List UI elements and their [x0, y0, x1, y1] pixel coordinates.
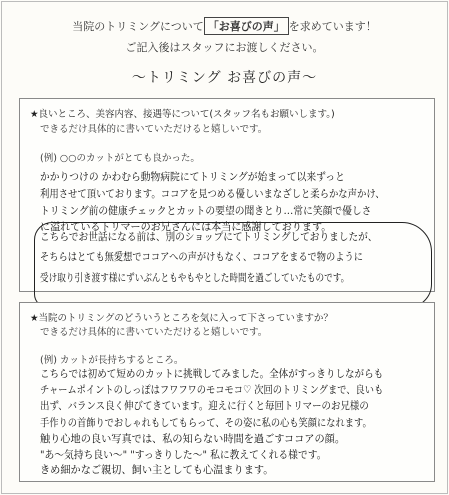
section1-question: ★良いところ、美容内容、接遇等について(スタッフ名もお願いします。) — [30, 109, 335, 120]
section2-question: ★当院のトリミングのどういうところを気に入って下さっていますか？ — [30, 313, 333, 324]
handwritten-line: 利用させて頂いております。ココアを見つめる優しいまなざしと柔らかな声かけ、 — [40, 188, 385, 200]
header-line-1 — [0, 17, 449, 35]
section2-example: (例) カットが長持ちするところ。 — [40, 355, 184, 366]
handwritten-line: かかりつけの かわむら動物病院にてトリミングが始まって以来ずっと — [40, 171, 345, 183]
handwritten-line: チャームポイントのしっぽはフワフワのモコモコ♡ 次回のトリミングまで、良いも — [40, 384, 384, 396]
page-title: 〜トリミング お喜びの声〜 — [131, 70, 318, 86]
header-text-pre: 当院のトリミングについて — [72, 20, 204, 33]
handwritten-line: そちらはとても無愛想でココアへの声がけもなく、ココアをまるで物のように — [40, 251, 363, 263]
handwritten-line: 触り心地の良い写真では、私の知らない時間を過ごすココアの顔。 — [40, 433, 346, 445]
section2-instruction: できるだけ具体的に書いていただけると嬉しいです。 — [40, 327, 268, 338]
header-text-post: を求めています！ — [288, 20, 377, 33]
handwritten-line: 手作りの首飾りでおしゃれもしてもらって、その姿に私の心も笑顔になれます。 — [40, 417, 372, 429]
handwritten-line: こちらでお世話になる前は、別のショップにてトリミングしておりましたが、 — [40, 231, 378, 243]
handwritten-line: きめ細かなご親切、飼い主としても心温まります。 — [40, 464, 274, 476]
section1-example: (例) ○○のカットがとても良かった。 — [40, 153, 200, 164]
handwritten-line: "あ〜気持ち良い〜" "すっきりした〜" 私に教えてくれる様です。 — [40, 449, 327, 461]
section1-instruction: できるだけ具体的に書いていただけると嬉しいです。 — [40, 124, 268, 135]
section-favorite-points — [19, 302, 435, 482]
handwritten-line: に溢れているトリマーのお兄さんには本当に感謝しております。 — [40, 221, 332, 233]
header-highlight-box: 「お喜びの声」 — [204, 17, 289, 35]
handwritten-line: トリミング前の健康チェックとカットの要望の聞きとり…常に笑顔で優しさ — [40, 205, 372, 217]
header-line-2: ご記入後はスタッフにお渡しください。 — [125, 41, 324, 54]
handwritten-line: こちらでは初めて短めのカットに挑戦してみました。全体がすっきりしながらも — [40, 368, 384, 380]
handwritten-line: 出ず、バランス良く伸びてきています。迎えに行くと毎回トリマーのお兄様の — [40, 400, 369, 412]
section-good-points — [19, 98, 435, 292]
handwritten-line: 受け取り引き渡す様にずいぶんともやもやとした時間を過ごしていたものです。 — [40, 272, 350, 284]
